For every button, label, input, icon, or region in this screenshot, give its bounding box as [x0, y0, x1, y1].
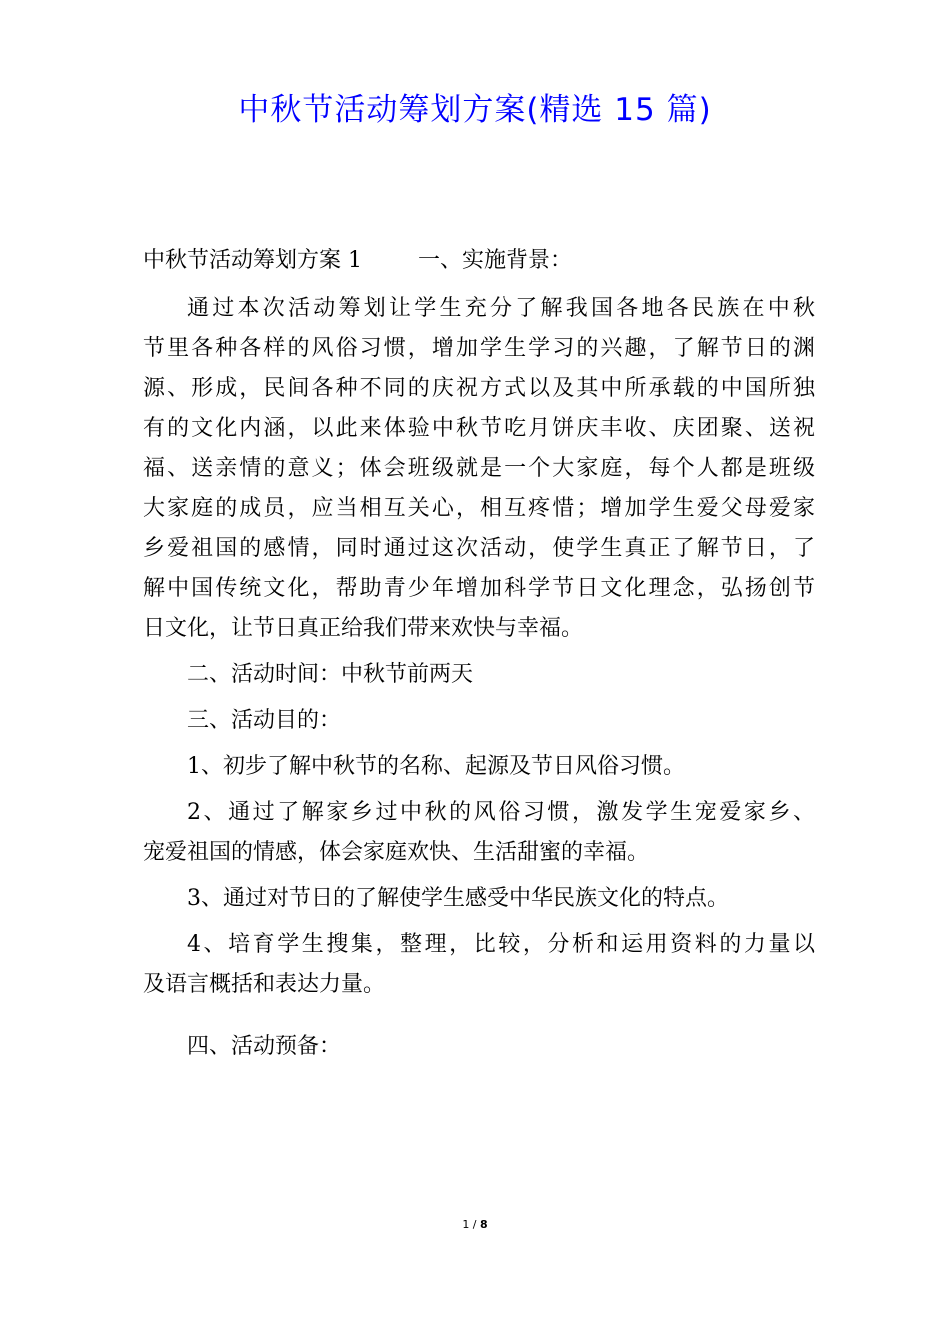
- section-header-line: [143, 241, 815, 281]
- paragraph-line: 通过本次活动筹划让学生充分了解我国各地各民族在中秋: [187, 296, 815, 321]
- page-number: [0, 1218, 950, 1232]
- document-body: [143, 241, 815, 1067]
- background-heading: 一、实施背景：: [418, 248, 573, 273]
- paragraph-line: 日文化，让节日真正给我们带来欢快与幸福。: [143, 616, 584, 641]
- goal-item-2: 2、通过了解家乡过中秋的风俗习惯，激发学生宠爱家乡、: [187, 800, 815, 825]
- activity-time: 二、活动时间：中秋节前两天: [187, 662, 474, 687]
- goal-item-1: 1、初步了解中秋节的名称、起源及节日风俗习惯。: [187, 754, 685, 779]
- total-pages: 8: [480, 1218, 488, 1231]
- paragraph-line: 乡爱祖国的感情，同时通过这次活动，使学生真正了解节日，了: [143, 536, 815, 561]
- paragraph-line: 节里各种各样的风俗习惯，增加学生学习的兴趣，了解节日的渊: [143, 336, 815, 361]
- paragraph-line: 源、形成，民间各种不同的庆祝方式以及其中所承载的中国所独: [143, 376, 815, 401]
- goal-item-4-cont: 及语言概括和表达力量。: [143, 972, 386, 997]
- page-separator: /: [469, 1218, 481, 1231]
- paragraph-line: 大家庭的成员，应当相互关心，相互疼惜；增加学生爱父母爱家: [143, 496, 815, 521]
- paragraph-line: 有的文化内涵，以此来体验中秋节吃月饼庆丰收、庆团聚、送祝: [143, 416, 815, 441]
- goal-item-2-cont: 宠爱祖国的情感，体会家庭欢快、生活甜蜜的幸福。: [143, 840, 650, 865]
- section-label: 中秋节活动筹划方案 1: [143, 248, 362, 273]
- prep-heading: 四、活动预备：: [187, 1034, 342, 1059]
- goal-heading: 三、活动目的：: [187, 708, 342, 733]
- document-title: 中秋节活动筹划方案(精选 15 篇): [238, 92, 712, 128]
- paragraph-line: 福、送亲情的意义；体会班级就是一个大家庭，每个人都是班级: [143, 456, 815, 481]
- goal-item-4: 4、培育学生搜集，整理，比较，分析和运用资料的力量以: [187, 932, 815, 957]
- goal-item-3: 3、通过对节日的了解使学生感受中华民族文化的特点。: [187, 886, 729, 911]
- paragraph-line: 解中国传统文化，帮助青少年增加科学节日文化理念，弘扬创节: [143, 576, 815, 601]
- current-page: 1: [462, 1218, 470, 1231]
